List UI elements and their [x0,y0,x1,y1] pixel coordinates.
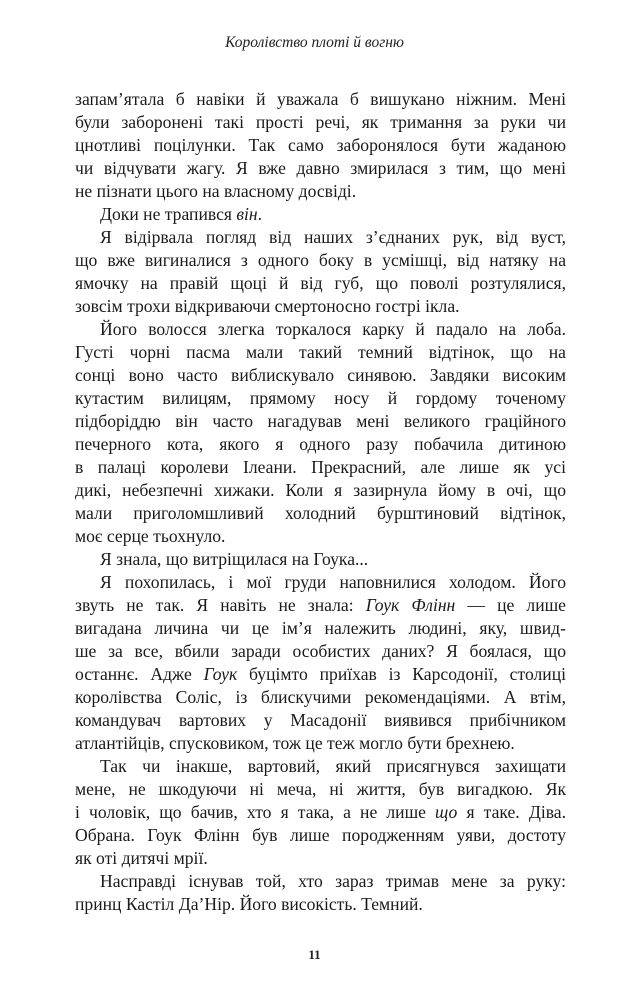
text-segment: мали приголомшливий холодний бурштиновий відтінок, [75,503,566,523]
text-segment: запам’ятала б навіки й уважала б вишукано ніжним. Мені [75,89,566,109]
text-line [75,847,566,870]
text-line [75,249,566,272]
text-segment: королівства Соліс, із блискучими рекомендаціями. А втім, [75,687,566,707]
text-line [75,295,566,318]
page-number: 11 [308,947,321,962]
text-line [75,824,566,847]
text-line [75,203,566,226]
text-segment: вигадана личина чи це ім’я належить людині, яку, швид- [75,618,566,638]
text-segment: як оті дитячі мрії. [75,848,208,868]
text-segment: . [257,204,263,224]
text-segment: ше за все, вбили заради особистих даних? Я боялася, що [75,641,566,661]
italic-text: Гоук [203,664,238,684]
text-line [75,180,566,203]
text-line [75,571,566,594]
text-line [75,617,566,640]
text-segment: Я знала, що витріщилася на Гоука... [100,549,369,569]
text-line [75,594,566,617]
text-segment: не пізнати цього на власному досвіді. [75,181,357,201]
text-line [75,502,566,525]
text-line [75,778,566,801]
text-line [75,226,566,249]
text-line [75,732,566,755]
text-line [75,410,566,433]
text-segment: і чоловік, що бачив, хто я така, а не лише [75,802,436,822]
text-segment: печерного кота, якого я одного разу побачила дитиною [75,434,566,454]
text-segment: Насправді існував той, хто зараз тримав мене за руку: [100,871,566,891]
text-segment: Обрана. Гоук Флінн був лише породженням уяви, достоту [75,825,566,845]
italic-text: Гоук Флінн [365,595,456,615]
text-segment: були заборонені такі прості речі, як тримання за руки чи [75,112,566,132]
text-segment: буцімто приїхав із Карсодонії, столиці [237,664,566,684]
text-line [75,272,566,295]
text-segment: Я відірвала погляд від наших з’єднаних рук, від вуст, [100,227,566,247]
text-line [75,755,566,778]
text-segment: Його волосся злегка торкалося карку й падало на лоба. [100,319,566,339]
text-line [75,157,566,180]
text-line [75,525,566,548]
text-segment: чи відчувати жагу. Я вже давно змирилася з тим, що мені [75,158,566,178]
text-segment: дикі, небезпечні хижаки. Коли я зазирнула йому в очі, що [75,480,566,500]
text-line [75,870,566,893]
text-line [75,364,566,387]
text-segment: підборіддю він часто нагадував мені великого граційного [75,411,566,431]
italic-text: він [236,204,258,224]
text-segment: принц Кастіл Да’Нір. Його високість. Темний. [75,894,423,914]
text-segment: — це лише [455,595,566,615]
text-segment: я таке. Діва. [457,802,566,822]
text-segment: сонці воно часто виблискувало синявою. Завдяки високим [75,365,566,385]
running-header: Королівство плоті й вогню [225,34,404,51]
text-line [75,111,566,134]
text-line [75,893,566,916]
text-segment: командувач вартових у Масадонії виявився прибічником [75,710,566,730]
text-line [75,433,566,456]
text-segment: що вже вигиналися з одного боку в усмішці, від натяку на [75,250,566,270]
text-segment: Я похопилась, і мої груди наповнилися холодом. Його [100,572,566,592]
text-segment: мене, не шкодуючи ні меча, ні життя, був вигадкою. Як [75,779,566,799]
text-line [75,479,566,502]
text-segment: Доки не трапився [100,204,237,224]
text-line [75,709,566,732]
text-segment: ямочку на правій щоці й від губ, що поволі розтулялися, [75,273,566,293]
text-line [75,88,566,111]
text-line [75,640,566,663]
text-line [75,663,566,686]
text-segment: Густі чорні пасма мали такий темний відтінок, що на [75,342,566,362]
text-line [75,341,566,364]
text-line [75,387,566,410]
text-line [75,318,566,341]
text-segment: останнє. Адже [75,664,204,684]
text-segment: Так чи інакше, вартовий, який присягнувся захищати [100,756,566,776]
text-segment: зовсім трохи відкриваючи смертоносно гострі ікла. [75,296,460,316]
text-line [75,801,566,824]
text-line [75,456,566,479]
text-segment: звуть не так. Я навіть не знала: [75,595,366,615]
text-segment: кутастим вилицям, прямому носу й гордому точеному [75,388,566,408]
text-segment: в палаці королеви Ілеани. Прекрасний, але лише як усі [75,457,566,477]
text-segment: моє серце тьохнуло. [75,526,226,546]
text-segment: атлантійців, спусковиком, тож це теж могло бути брехнею. [75,733,515,753]
text-line [75,548,566,571]
italic-text: що [435,802,458,822]
text-line [75,686,566,709]
page-body-text [75,88,566,916]
text-line [75,134,566,157]
text-segment: цнотливі поцілунки. Так само заборонялося бути жаданою [75,135,566,155]
